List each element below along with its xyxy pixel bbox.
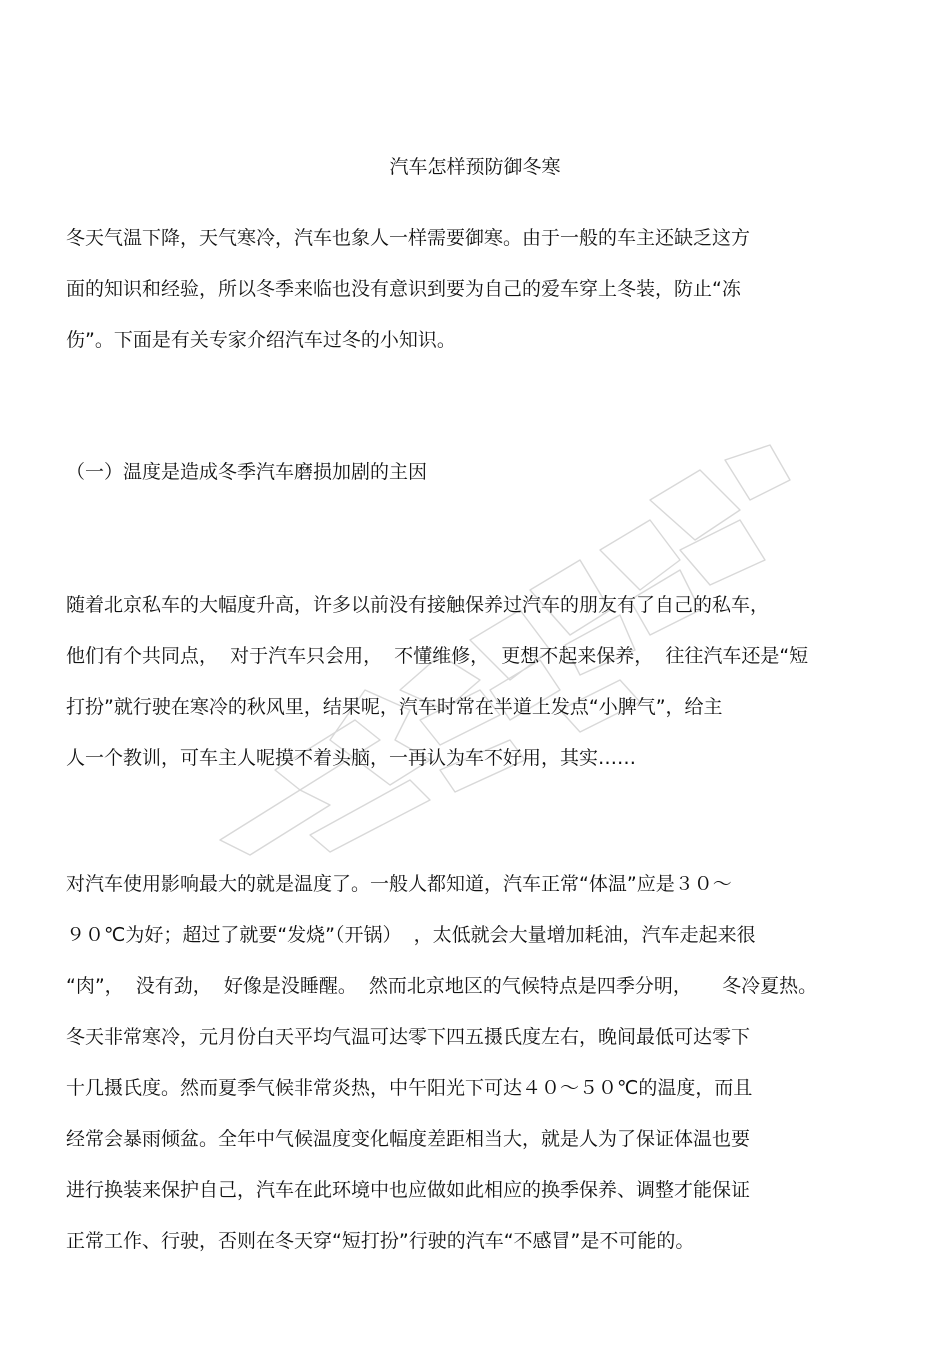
section-heading: （一）温度是造成冬季汽车磨损加剧的主因 bbox=[66, 461, 428, 483]
text-line: 面的知识和经验，所以冬季来临也没有意识到要为自己的爱车穿上冬装，防止“冻 bbox=[66, 278, 741, 300]
text-line: 伤”。下面是有关专家介绍汽车过冬的小知识。 bbox=[66, 329, 456, 351]
text-line: 随着北京私车的大幅度升高，许多以前没有接触保养过汽车的朋友有了自己的私车， bbox=[66, 594, 770, 616]
text-line: 冬天非常寒冷，元月份白天平均气温可达零下四五摄氏度左右，晚间最低可达零下 bbox=[66, 1026, 751, 1048]
text-line: 打扮”就行驶在寒冷的秋风里，结果呢，汽车时常在半道上发点“小脾气”，给主 bbox=[66, 696, 723, 718]
text-line: 对汽车使用影响最大的就是温度了。一般人都知道，汽车正常“体温”应是３０～ bbox=[66, 873, 732, 895]
paragraph-temperature bbox=[66, 859, 886, 1267]
text-line: 冬天气温下降，天气寒冷，汽车也象人一样需要御寒。由于一般的车主还缺乏这方 bbox=[66, 227, 751, 249]
text-line: 他们有个共同点， 对于汽车只会用， 不懂维修， 更想不起来保养， 往往汽车还是“短 bbox=[66, 645, 809, 667]
text-line: 正常工作、行驶，否则在冬天穿“短打扮”行驶的汽车“不感冒”是不可能的。 bbox=[66, 1230, 695, 1252]
text-line: ９０℃为好；超过了就要“发烧”（开锅） ，太低就会大量增加耗油，汽车走起来很 bbox=[66, 924, 756, 946]
text-line: “肉”， 没有劲， 好像是没睡醒。 然而北京地区的气候特点是四季分明， 冬冷夏热。 bbox=[66, 975, 818, 997]
text-line: 进行换装来保护自己，汽车在此环境中也应做如此相应的换季保养、调整才能保证 bbox=[66, 1179, 751, 1201]
text-line: 经常会暴雨倾盆。全年中气候温度变化幅度差距相当大，就是人为了保证体温也要 bbox=[66, 1128, 751, 1150]
paragraph-owners bbox=[66, 580, 886, 784]
text-line: 人一个教训，可车主人呢摸不着头脑，一再认为车不好用，其实…… bbox=[66, 747, 637, 769]
intro-paragraph bbox=[66, 213, 886, 366]
text-line: 十几摄氏度。然而夏季气候非常炎热，中午阳光下可达４０～５０℃的温度，而且 bbox=[66, 1077, 753, 1099]
document-title: 汽车怎样预防御冬寒 bbox=[389, 156, 561, 178]
